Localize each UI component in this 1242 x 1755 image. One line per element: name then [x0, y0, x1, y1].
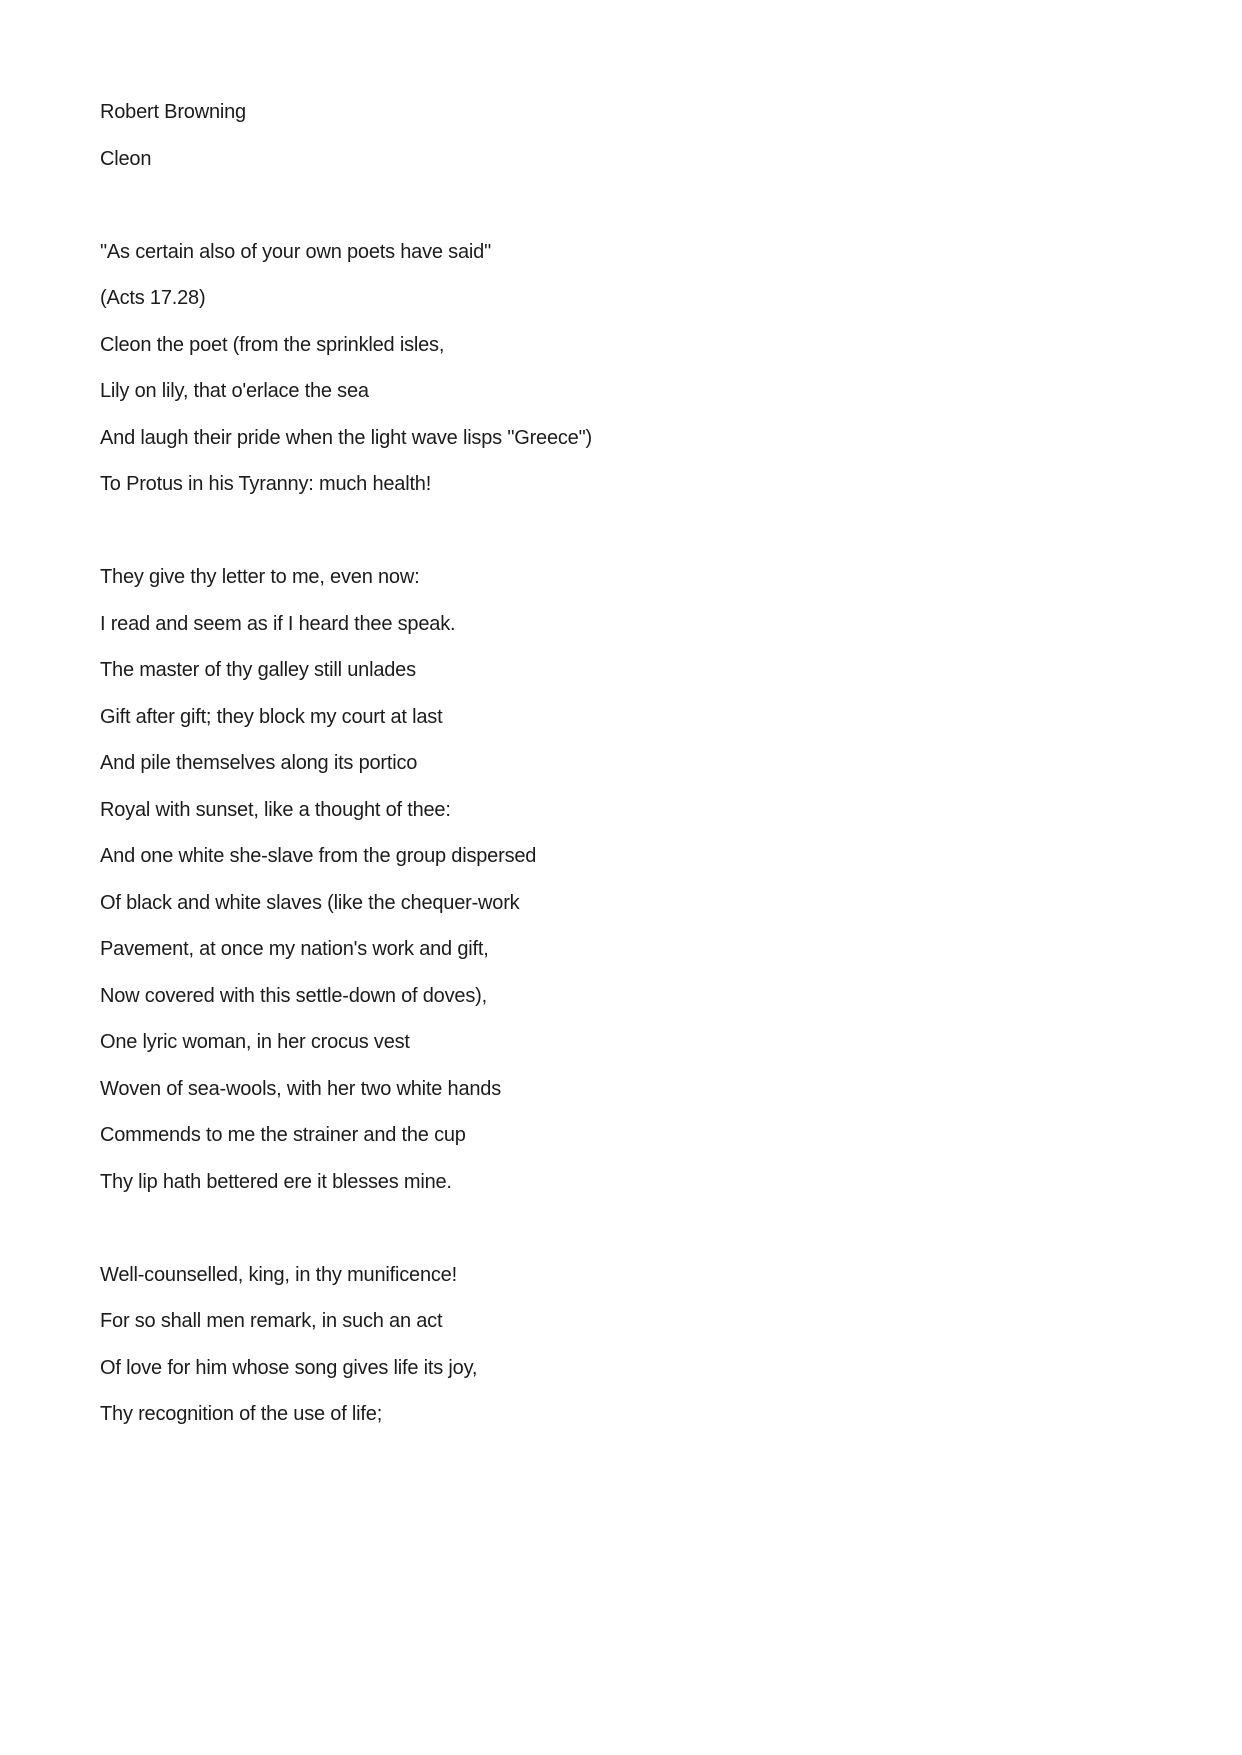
- stanza-2: [100, 1252, 1182, 1438]
- poem-line: Pavement, at once my nation's work and gift,: [100, 938, 489, 960]
- poem-line: Now covered with this settle-down of doves),: [100, 984, 487, 1007]
- title-line: Cleon: [100, 147, 152, 170]
- poem-line: Well-counselled, king, in thy munificence!: [100, 1263, 457, 1286]
- poem-line: Thy recognition of the use of life;: [100, 1403, 383, 1425]
- poem-line: Of black and white slaves (like the chequer-work: [100, 891, 520, 914]
- poem-line: They give thy letter to me, even now:: [100, 566, 420, 588]
- poem-line: Woven of sea-wools, with her two white hands: [100, 1077, 502, 1100]
- poem-line: And pile themselves along its portico: [100, 752, 418, 774]
- stanza-gap: [100, 182, 1182, 229]
- poem-line: Lily on lily, that o'erlace the sea: [100, 380, 369, 402]
- author-line: Robert Browning: [100, 101, 246, 123]
- poem-line: Of love for him whose song gives life its joy,: [100, 1356, 478, 1379]
- poem-line: One lyric woman, in her crocus vest: [100, 1031, 410, 1053]
- stanza-gap: [100, 1205, 1182, 1252]
- poem-line: Royal with sunset, like a thought of thee:: [100, 798, 451, 821]
- poem-line: Cleon the poet (from the sprinkled isles,: [100, 333, 445, 356]
- poem-line: I read and seem as if I heard thee speak.: [100, 612, 456, 635]
- poem-line: The master of thy galley still unlades: [100, 659, 416, 681]
- poem-line: Gift after gift; they block my court at last: [100, 705, 443, 728]
- stanza-1: [100, 554, 1182, 1205]
- poem-line: (Acts 17.28): [100, 287, 206, 309]
- poem-line: And one white she-slave from the group dispersed: [100, 845, 537, 867]
- poem-line: "As certain also of your own poets have said": [100, 240, 491, 263]
- stanza-epigraph: [100, 229, 1182, 508]
- stanza-gap: [100, 508, 1182, 555]
- poem-line: Thy lip hath bettered ere it blesses mine.: [100, 1170, 452, 1193]
- poem-line: To Protus in his Tyranny: much health!: [100, 473, 432, 495]
- poem-line: Commends to me the strainer and the cup: [100, 1124, 466, 1146]
- poem-line: And laugh their pride when the light wave lisps "Greece"): [100, 426, 592, 449]
- poem-line: For so shall men remark, in such an act: [100, 1310, 443, 1332]
